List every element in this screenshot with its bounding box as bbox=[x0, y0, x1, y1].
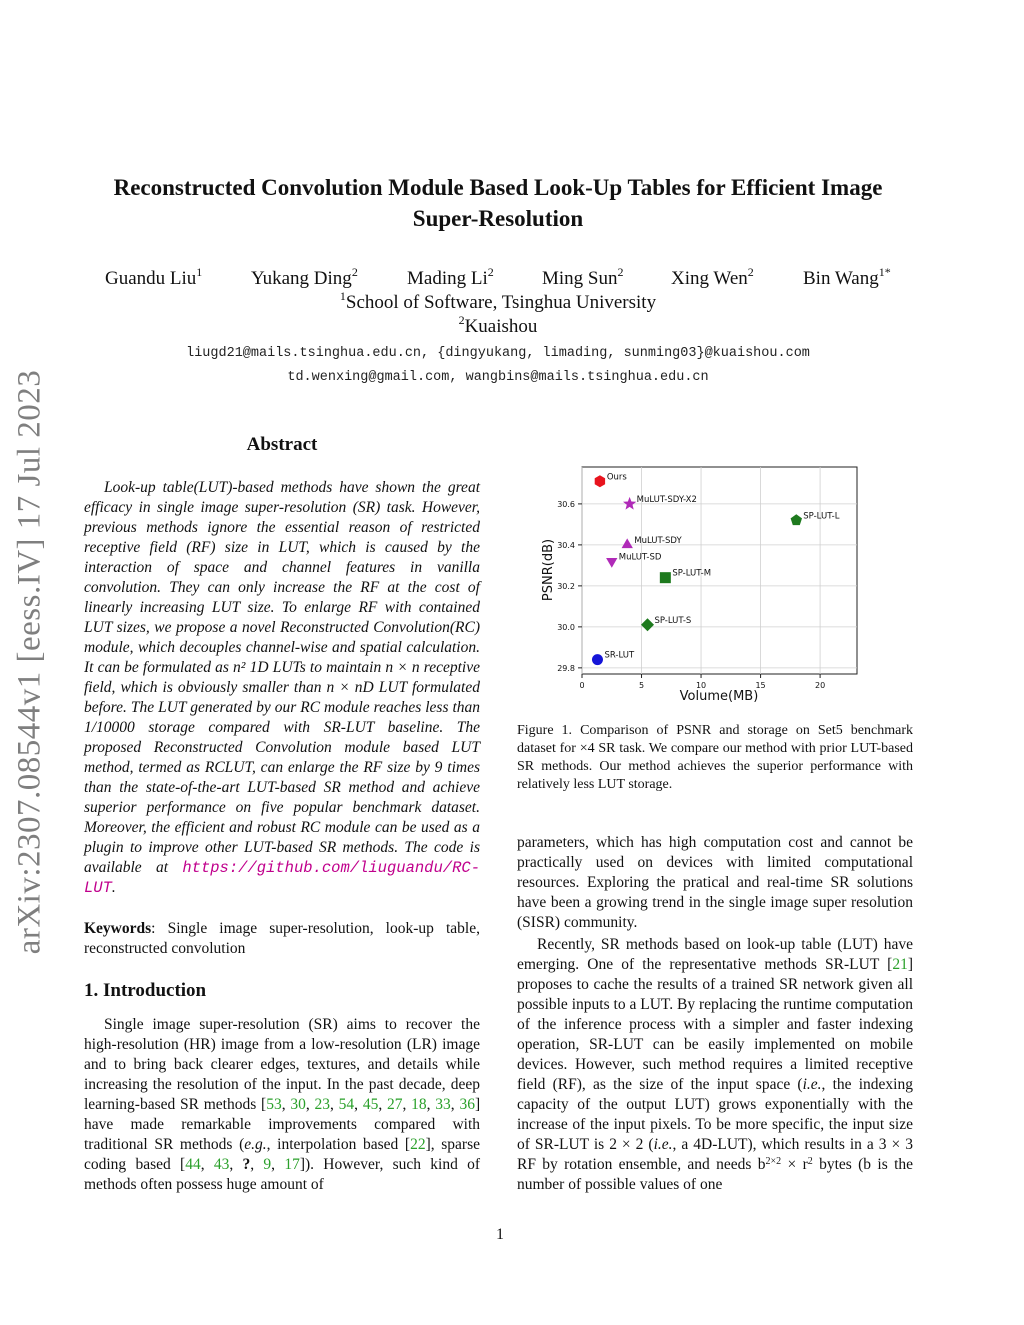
citation-link[interactable]: 43 bbox=[213, 1156, 230, 1173]
citation-link[interactable]: 54 bbox=[338, 1096, 355, 1113]
intro-paragraph-right-1: parameters, which has high computation cost and cannot be practically used on devices with limited computational resources. Exploring the pratical and real-time SR solutions have been a growing trend in the single image super resolution (SISR) community. bbox=[517, 834, 913, 931]
point-label-mulut-sd: MuLUT-SD bbox=[618, 552, 662, 563]
x-tick-label: 10 bbox=[695, 681, 707, 690]
author: Yukang Ding$^2$ bbox=[251, 265, 358, 289]
abstract-text: Look-up table(LUT)-based methods have shown the great efficacy in single image super-resolution (SR) task. However, previous methods ignore the essential reason of restricted receptive field (RF) size in LUT, which is caused by the interaction of space and channel features in vanilla convolution. They can only increase the RF at the cost of linearly increasing LUT size. To enlarge RF with contained LUT sizes, we propose a novel Reconstructed Convolution(RC) module, which decouples channel-wise and spatial calculation. It can be formulated as n² 1D LUTs to maintain n × n receptive field, which is obviously smaller than n × nD LUT formulated before. The LUT generated by our RC module reaches less than 1/10000 storage compared with SR-LUT baseline. The proposed Reconstructed Convolution module based LUT method, termed as RCLUT, can enlarge the RF size by 9 times than the state-of-the-art LUT-based SR method and achieve superior performance on five popular benchmark dataset. Moreover, the efficient and robust RC module can be used as a plugin to improve other LUT-based SR methods. The code is available at https://github.com/liuguandu/RC-LUT. bbox=[84, 479, 480, 897]
citation-link[interactable]: 27 bbox=[386, 1096, 403, 1113]
x-tick-label: 0 bbox=[579, 681, 585, 690]
x-axis-label: Volume(MB) bbox=[679, 689, 759, 704]
author: Bin Wang$^{1*}$ bbox=[803, 265, 891, 289]
citation-link[interactable]: 9 bbox=[263, 1156, 272, 1173]
email-line-2[interactable]: td.wenxing@gmail.com, wangbins@mails.tsinghua.edu.cn bbox=[287, 370, 709, 385]
affiliation-2: $^2$Kuaishou bbox=[458, 313, 538, 337]
citation-link[interactable]: 22 bbox=[410, 1136, 426, 1153]
author: Xing Wen$^2$ bbox=[671, 265, 754, 289]
y-tick-label: 30.2 bbox=[557, 581, 575, 591]
y-tick-label: 29.8 bbox=[557, 663, 575, 673]
plot-frame bbox=[582, 467, 857, 674]
affiliation-1: $^1$School of Software, Tsinghua University bbox=[339, 289, 657, 313]
author: Ming Sun$^2$ bbox=[542, 265, 624, 289]
x-tick-label: 15 bbox=[755, 681, 766, 690]
citation-link[interactable]: 30 bbox=[290, 1096, 306, 1113]
y-tick-label: 30.0 bbox=[557, 622, 575, 632]
psnr-volume-scatter-chart bbox=[538, 463, 878, 708]
y-axis-label: PSNR(dB) bbox=[541, 538, 556, 602]
y-tick-label: 30.4 bbox=[557, 540, 575, 550]
author: Guandu Liu$^1$ bbox=[105, 265, 203, 289]
abstract-heading: Abstract bbox=[246, 434, 318, 455]
point-label-sr-lut: SR-LUT bbox=[604, 650, 635, 661]
citation-link[interactable]: 33 bbox=[435, 1096, 451, 1113]
point-label-sp-lut-l: SP-LUT-L bbox=[803, 511, 840, 522]
citation-link[interactable]: 18 bbox=[411, 1096, 427, 1113]
email-line-1[interactable]: liugd21@mails.tsinghua.edu.cn, {dingyukang, limading, sunming03}@kuaishou.com bbox=[186, 346, 810, 361]
arxiv-stamp: arXiv:2307.08544v1 [eess.IV] 17 Jul 2023 bbox=[11, 369, 48, 955]
point-label-mulut-sdy: MuLUT-SDY bbox=[634, 535, 682, 546]
intro-heading: 1. Introduction bbox=[84, 980, 207, 1001]
point-label-sp-lut-m: SP-LUT-M bbox=[672, 568, 712, 579]
code-link[interactable]: https://github.com/liuguandu/RC-LUT bbox=[84, 859, 480, 897]
point-sr-lut bbox=[592, 654, 603, 665]
point-label-ours: Ours bbox=[606, 472, 627, 483]
citation-link[interactable]: 17 bbox=[284, 1156, 300, 1173]
author: Mading Li$^2$ bbox=[407, 265, 494, 289]
citation-link[interactable]: 23 bbox=[314, 1096, 330, 1113]
point-label-mulut-sdy-x2: MuLUT-SDY-X2 bbox=[636, 494, 697, 505]
abstract-heading-wrap bbox=[84, 434, 480, 456]
citation-link[interactable]: 36 bbox=[459, 1096, 475, 1113]
citation-link[interactable]: 45 bbox=[362, 1096, 379, 1113]
x-tick-label: 20 bbox=[815, 681, 826, 690]
x-tick-label: 5 bbox=[638, 681, 645, 690]
keywords: Keywords: Single image super-resolution, look-up table, reconstructed convolution bbox=[84, 920, 480, 957]
page-number: 1 bbox=[496, 1226, 504, 1243]
paper-title: Reconstructed Convolution Module Based Look-Up Tables for Efficient Image Super-Resolution bbox=[113, 175, 883, 231]
citation-link[interactable]: 21 bbox=[892, 956, 908, 973]
point-sp-lut-m bbox=[660, 572, 671, 583]
y-tick-label: 30.6 bbox=[557, 499, 575, 509]
citation-link[interactable]: 44 bbox=[185, 1156, 201, 1173]
intro-paragraph-1: Single image super-resolution (SR) aims to recover the high-resolution (HR) image from a low-resolution (LR) image and to bring back clearer edges, textures, and details while increasing the resolution of the input. In the past decade, deep learning-based SR methods [53, 30, 23, 54, 45, 27, 18, 33, 36] have made remarkable improvements compared with traditional SR methods (e.g., interpolation based [22], sparse coding based [44, 43, ?, 9, 17]). However, such kind of methods often possess huge amount of bbox=[84, 1016, 481, 1193]
citation-link[interactable]: 53 bbox=[266, 1096, 282, 1113]
intro-heading-wrap bbox=[84, 980, 206, 1002]
point-label-sp-lut-s: SP-LUT-S bbox=[654, 615, 692, 626]
intro-paragraph-right-2: Recently, SR methods based on look-up table (LUT) have emerging. One of the representative methods SR-LUT [21] proposes to cache the results of a trained SR network given all possible inputs to a LUT. By replacing the runtime computation of the inference process with a simpler and faster indexing operation, SR-LUT can be easily implemented on mobile devices. However, such method requires a limited receptive field (RF), as the size of the input space (i.e., the indexing capacity of the output LUT) grows exponentially with the increase of the input pixels. To be more specific, the input size of SR-LUT is 2 × 2 (i.e., a 4D-LUT), which results in a 3 × 3 RF by rotation ensemble, and needs $b^{2\times 2} \times r^2$ bytes (b is the number of possible values of one bbox=[517, 936, 914, 1193]
figure-caption: Figure 1. Comparison of PSNR and storage on Set5 benchmark dataset for ×4 SR task. We compare our method with prior LUT-based SR methods. Our method achieves the superior performance with relatively less LUT storage. bbox=[517, 723, 913, 792]
